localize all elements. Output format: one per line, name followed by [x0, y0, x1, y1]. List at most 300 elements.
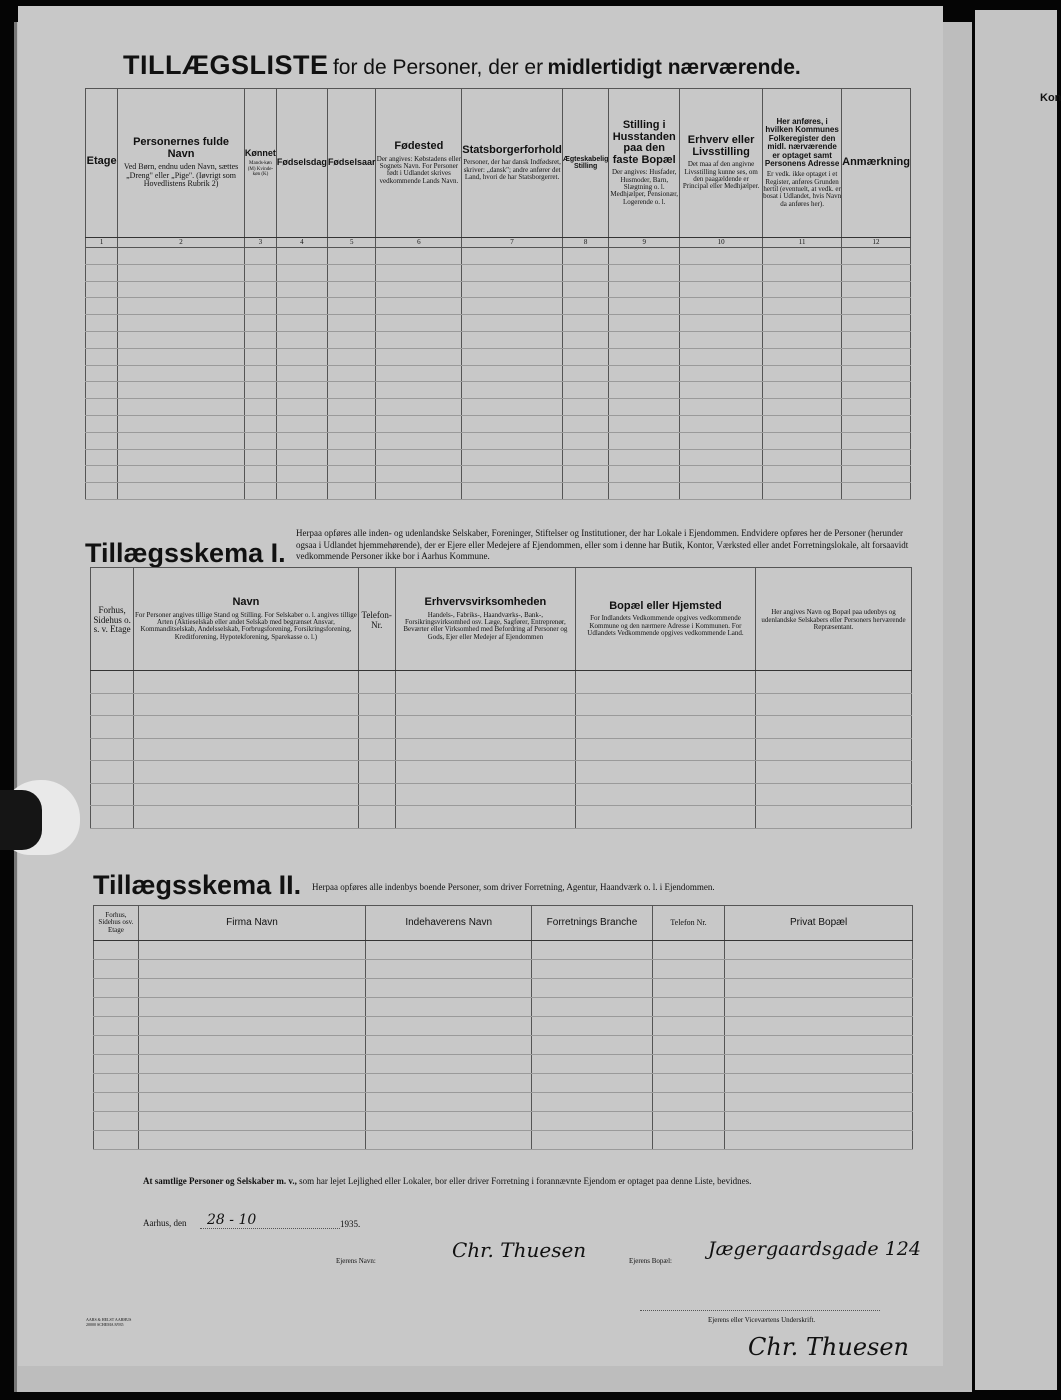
empty-cell [138, 1036, 365, 1055]
empty-cell [395, 671, 575, 694]
empty-cell [725, 979, 913, 998]
table-row [94, 1074, 913, 1093]
col-header: Forhus, Sidehus osv. Etage [94, 906, 139, 941]
table-row [94, 1055, 913, 1074]
skema2-table [93, 905, 913, 1150]
empty-cell [562, 432, 609, 449]
table-row [94, 1112, 913, 1131]
glove-shape [0, 790, 42, 850]
empty-cell [86, 432, 118, 449]
empty-cell [86, 264, 118, 281]
table-row [86, 483, 911, 500]
empty-cell [462, 432, 563, 449]
empty-cell [575, 806, 755, 829]
empty-cell [86, 281, 118, 298]
empty-cell [86, 348, 118, 365]
empty-cell [532, 1131, 652, 1150]
empty-cell [763, 399, 842, 416]
col-header: Fødselsdag [276, 89, 327, 238]
empty-cell [756, 761, 912, 784]
table-row [86, 415, 911, 432]
owner-address-label: Ejerens Bopæl: [629, 1257, 672, 1265]
empty-cell [118, 449, 245, 466]
empty-cell [327, 382, 376, 399]
empty-cell [763, 315, 842, 332]
empty-cell [376, 248, 462, 265]
empty-cell [91, 671, 134, 694]
empty-cell [358, 806, 395, 829]
empty-cell [763, 365, 842, 382]
empty-cell [562, 348, 609, 365]
empty-cell [118, 248, 245, 265]
empty-cell [358, 738, 395, 761]
empty-cell [756, 671, 912, 694]
empty-cell [118, 466, 245, 483]
empty-cell [652, 1017, 725, 1036]
empty-cell [86, 315, 118, 332]
empty-cell [91, 693, 134, 716]
empty-cell [680, 432, 763, 449]
empty-cell [609, 298, 680, 315]
empty-cell [532, 1093, 652, 1112]
empty-cell [532, 1112, 652, 1131]
table-row [86, 449, 911, 466]
empty-cell [532, 960, 652, 979]
empty-cell [118, 348, 245, 365]
empty-cell [358, 716, 395, 739]
empty-cell [327, 348, 376, 365]
empty-cell [680, 264, 763, 281]
empty-cell [138, 1055, 365, 1074]
empty-cell [725, 998, 913, 1017]
empty-cell [462, 264, 563, 281]
empty-cell [462, 382, 563, 399]
empty-cell [609, 382, 680, 399]
empty-cell [842, 315, 911, 332]
empty-cell [562, 281, 609, 298]
empty-cell [532, 1055, 652, 1074]
empty-cell [532, 979, 652, 998]
table-row [91, 738, 912, 761]
empty-cell [680, 348, 763, 365]
table-row [94, 1036, 913, 1055]
empty-cell [327, 248, 376, 265]
empty-cell [562, 466, 609, 483]
empty-cell [244, 298, 276, 315]
empty-cell [366, 1112, 532, 1131]
empty-cell [680, 415, 763, 432]
table-row [94, 960, 913, 979]
empty-cell [134, 783, 358, 806]
table-row [86, 348, 911, 365]
empty-cell [462, 348, 563, 365]
empty-cell [725, 1131, 913, 1150]
empty-cell [763, 264, 842, 281]
empty-cell [86, 449, 118, 466]
empty-cell [376, 264, 462, 281]
empty-cell [91, 761, 134, 784]
handwritten-date: 28 - 10 [207, 1212, 257, 1228]
empty-cell [244, 365, 276, 382]
empty-cell [327, 264, 376, 281]
empty-cell [327, 281, 376, 298]
empty-cell [244, 281, 276, 298]
col-header: Firma Navn [138, 906, 365, 941]
empty-cell [366, 960, 532, 979]
empty-cell [609, 466, 680, 483]
empty-cell [244, 264, 276, 281]
empty-cell [680, 483, 763, 500]
empty-cell [327, 298, 376, 315]
empty-cell [609, 264, 680, 281]
empty-cell [118, 483, 245, 500]
empty-cell [395, 783, 575, 806]
empty-cell [366, 941, 532, 960]
column-numbers: 1 2 3 4 5 6 7 8 9 10 11 12 [86, 238, 911, 248]
empty-cell [462, 331, 563, 348]
empty-cell [609, 315, 680, 332]
empty-cell [118, 331, 245, 348]
empty-cell [680, 365, 763, 382]
empty-cell [725, 941, 913, 960]
empty-cell [366, 1036, 532, 1055]
empty-cell [94, 1093, 139, 1112]
empty-cell [276, 365, 327, 382]
col-header: Telefon Nr. [652, 906, 725, 941]
empty-cell [462, 315, 563, 332]
empty-cell [118, 432, 245, 449]
empty-cell [276, 281, 327, 298]
date-line [200, 1228, 340, 1229]
empty-cell [94, 1074, 139, 1093]
empty-cell [91, 806, 134, 829]
empty-cell [756, 716, 912, 739]
col-header: Fødselsaar [327, 89, 376, 238]
empty-cell [609, 483, 680, 500]
empty-cell [462, 483, 563, 500]
skema2-description: Herpaa opføres alle indenbys boende Personer, som driver Forretning, Agentur, Haandværk o. l. i Ejendommen. [312, 882, 715, 892]
col-header: Telefon-Nr. [358, 568, 395, 671]
next-page-edge: Kon [975, 10, 1057, 1390]
col-header: Personernes fulde Navn Ved Børn, endnu uden Navn, sættes „Dreng" eller „Pige". (Iøvrigt som Hovedlistens Rubrik 2) [118, 89, 245, 238]
empty-cell [562, 331, 609, 348]
empty-cell [462, 365, 563, 382]
col-header: Erhverv eller Livsstilling Det maa af den angivne Livsstilling kunne ses, om den paagældende er Principal eller Medhjælper. [680, 89, 763, 238]
empty-cell [134, 693, 358, 716]
empty-cell [244, 348, 276, 365]
empty-cell [91, 783, 134, 806]
col-header: Forhus, Sidehus o. s. v. Etage [91, 568, 134, 671]
empty-cell [138, 1093, 365, 1112]
empty-cell [680, 315, 763, 332]
empty-cell [763, 449, 842, 466]
empty-cell [532, 998, 652, 1017]
empty-cell [358, 693, 395, 716]
empty-cell [276, 382, 327, 399]
empty-cell [763, 432, 842, 449]
empty-cell [763, 483, 842, 500]
empty-cell [680, 382, 763, 399]
empty-cell [244, 315, 276, 332]
main-title: TILLÆGSLISTE for de Personer, der er midlertidigt nærværende. [123, 50, 801, 80]
table-row [94, 1093, 913, 1112]
empty-cell [86, 365, 118, 382]
empty-cell [680, 331, 763, 348]
empty-cell [376, 331, 462, 348]
skema2-title: Tillægsskema II. [93, 870, 302, 900]
table-row [91, 761, 912, 784]
empty-cell [575, 671, 755, 694]
empty-cell [609, 365, 680, 382]
empty-cell [138, 1017, 365, 1036]
empty-cell [763, 281, 842, 298]
col-header: Her angives Navn og Bopæl paa udenbys og udenlandske Selskabers eller Personers herværende Repræsentant. [756, 568, 912, 671]
empty-cell [532, 1074, 652, 1093]
empty-cell [395, 693, 575, 716]
empty-cell [842, 415, 911, 432]
table-row [91, 806, 912, 829]
empty-cell [609, 432, 680, 449]
empty-cell [562, 264, 609, 281]
empty-cell [609, 449, 680, 466]
empty-cell [276, 483, 327, 500]
empty-cell [138, 998, 365, 1017]
empty-cell [358, 761, 395, 784]
empty-cell [94, 960, 139, 979]
table-row [91, 783, 912, 806]
place-date: Aarhus, den [143, 1218, 187, 1228]
empty-cell [376, 365, 462, 382]
empty-cell [609, 331, 680, 348]
empty-cell [725, 1093, 913, 1112]
skema1-description: Herpaa opføres alle inden- og udenlandske Selskaber, Foreninger, Stiftelser og Institutioner, der har Lokale i Ejendommen. Endvidere opføres her de Personer (herunder ogsaa i Udlandet hjemmehørende), der er Ejere eller Medejere af Ejendommen, eller som i denne har Butik, Kontor, Værksted eller andet Forretningslokale, alt forsaavidt vedkommende Personer ikke bor i Aarhus Kommune. [296, 528, 909, 562]
empty-cell [532, 1036, 652, 1055]
empty-cell [327, 432, 376, 449]
empty-cell [138, 1074, 365, 1093]
empty-cell [138, 1112, 365, 1131]
table-row [91, 716, 912, 739]
empty-cell [366, 979, 532, 998]
empty-cell [276, 315, 327, 332]
table-row [94, 1017, 913, 1036]
empty-cell [532, 1017, 652, 1036]
empty-cell [276, 432, 327, 449]
empty-cell [94, 1017, 139, 1036]
empty-cell [763, 415, 842, 432]
empty-cell [652, 941, 725, 960]
empty-cell [562, 298, 609, 315]
empty-cell [366, 1131, 532, 1150]
empty-cell [462, 399, 563, 416]
col-header: Her anføres, i hvilken Kommunes Folkeregister den midl. nærværende er optaget samt Personens Adresse Er vedk. ikke optaget i et Register, anføres Grunden hertil (eventuelt, at vedk. er bosat i Udlandet, hvis Navn da anføres her). [763, 89, 842, 238]
empty-cell [562, 415, 609, 432]
year: 1935. [340, 1219, 361, 1229]
empty-cell [842, 382, 911, 399]
empty-cell [376, 348, 462, 365]
empty-cell [756, 693, 912, 716]
empty-cell [91, 738, 134, 761]
empty-cell [725, 1112, 913, 1131]
col-header: Navn For Personer angives tillige Stand og Stilling. For Selskaber o. l. angives tillige Arten (Aktieselskab eller andet Selskab med begrænset Ansvar, Kommanditselskab, Andelsselskab, Forbrugsforening, Forsikringsforening, Kreditforening, Hypotekforening, Sparekasse o. l.) [134, 568, 358, 671]
empty-cell [763, 382, 842, 399]
empty-cell [680, 449, 763, 466]
attestation: At samtlige Personer og Selskaber m. v., som har lejet Lejlighed eller Lokaler, bor eller driver Forretning i forannævnte Ejendom er optaget paa denne Liste, bevidnes. [143, 1176, 752, 1186]
empty-cell [94, 1055, 139, 1074]
empty-cell [94, 998, 139, 1017]
empty-cell [276, 264, 327, 281]
empty-cell [376, 298, 462, 315]
empty-cell [276, 415, 327, 432]
handwritten-signature: Chr. Thuesen [748, 1333, 910, 1361]
empty-cell [244, 415, 276, 432]
empty-cell [276, 449, 327, 466]
empty-cell [327, 399, 376, 416]
empty-cell [94, 941, 139, 960]
empty-cell [244, 331, 276, 348]
empty-cell [366, 1017, 532, 1036]
empty-cell [138, 941, 365, 960]
empty-cell [86, 331, 118, 348]
empty-cell [725, 1017, 913, 1036]
empty-cell [86, 399, 118, 416]
empty-cell [562, 483, 609, 500]
empty-cell [366, 1074, 532, 1093]
table-row [94, 941, 913, 960]
empty-cell [244, 432, 276, 449]
table-row [86, 264, 911, 281]
empty-cell [376, 315, 462, 332]
skema1-title: Tillægsskema I. [85, 538, 286, 568]
empty-cell [652, 1112, 725, 1131]
empty-cell [842, 432, 911, 449]
empty-cell [562, 315, 609, 332]
signature-label: Ejerens eller Viceværtens Underskrift. [708, 1316, 816, 1324]
empty-cell [86, 382, 118, 399]
empty-cell [244, 399, 276, 416]
empty-cell [842, 399, 911, 416]
empty-cell [575, 761, 755, 784]
signature-line [640, 1310, 880, 1311]
empty-cell [134, 716, 358, 739]
empty-cell [91, 716, 134, 739]
empty-cell [86, 248, 118, 265]
empty-cell [725, 1074, 913, 1093]
empty-cell [842, 466, 911, 483]
empty-cell [462, 298, 563, 315]
col-header: Statsborgerforhold Personer, der har dansk Indfødsret, skriver: „dansk"; andre anfører det Land, hvori de har Statsborgerret. [462, 89, 563, 238]
empty-cell [118, 298, 245, 315]
empty-cell [609, 348, 680, 365]
col-header: Stilling i Husstanden paa den faste Bopæl Der angives: Husfader, Husmoder, Barn, Slægtning o. l. Medhjælper, Pensionær, Logerende o. l. [609, 89, 680, 238]
empty-cell [366, 1093, 532, 1112]
empty-cell [327, 315, 376, 332]
empty-cell [652, 1074, 725, 1093]
empty-cell [395, 761, 575, 784]
empty-cell [763, 466, 842, 483]
empty-cell [842, 298, 911, 315]
table-row [86, 281, 911, 298]
empty-cell [276, 298, 327, 315]
main-table-body [86, 248, 911, 500]
empty-cell [118, 415, 245, 432]
empty-cell [609, 399, 680, 416]
empty-cell [138, 960, 365, 979]
skema1-table [90, 567, 912, 829]
empty-cell [562, 399, 609, 416]
empty-cell [134, 671, 358, 694]
empty-cell [462, 281, 563, 298]
col-header: Forretnings Branche [532, 906, 652, 941]
empty-cell [94, 1131, 139, 1150]
empty-cell [680, 281, 763, 298]
empty-cell [94, 1036, 139, 1055]
empty-cell [725, 1055, 913, 1074]
empty-cell [376, 281, 462, 298]
empty-cell [327, 415, 376, 432]
empty-cell [652, 1036, 725, 1055]
empty-cell [138, 1131, 365, 1150]
empty-cell [86, 298, 118, 315]
empty-cell [118, 264, 245, 281]
empty-cell [327, 365, 376, 382]
empty-cell [327, 466, 376, 483]
empty-cell [609, 415, 680, 432]
table-row [91, 693, 912, 716]
empty-cell [276, 248, 327, 265]
empty-cell [575, 783, 755, 806]
empty-cell [376, 483, 462, 500]
empty-cell [327, 449, 376, 466]
empty-cell [532, 941, 652, 960]
empty-cell [842, 331, 911, 348]
col-header: Privat Bopæl [725, 906, 913, 941]
empty-cell [327, 331, 376, 348]
empty-cell [756, 783, 912, 806]
empty-cell [842, 248, 911, 265]
empty-cell [842, 449, 911, 466]
empty-cell [395, 806, 575, 829]
table-row [86, 382, 911, 399]
empty-cell [327, 483, 376, 500]
printer-note: AARS & HELST AARHUS 20000 SCHEMA 8/935 [86, 1317, 132, 1327]
empty-cell [86, 483, 118, 500]
empty-cell [276, 348, 327, 365]
empty-cell [842, 365, 911, 382]
empty-cell [575, 738, 755, 761]
empty-cell [376, 415, 462, 432]
empty-cell [462, 466, 563, 483]
table-row [94, 1131, 913, 1150]
empty-cell [462, 248, 563, 265]
empty-cell [609, 248, 680, 265]
empty-cell [842, 483, 911, 500]
table-row [86, 298, 911, 315]
table-row [94, 979, 913, 998]
empty-cell [575, 693, 755, 716]
empty-cell [652, 960, 725, 979]
col-header: Kønnet Mands-køn (M) Kvinde-køn (K) [244, 89, 276, 238]
empty-cell [376, 432, 462, 449]
empty-cell [118, 281, 245, 298]
empty-cell [680, 298, 763, 315]
empty-cell [244, 483, 276, 500]
col-header: Bopæl eller Hjemsted For Indlandets Vedkommende opgives vedkommende Kommune og den nærmere Adresse i Kommunen. For Udlandets Vedkommende opgives vedkommende Land. [575, 568, 755, 671]
empty-cell [652, 1093, 725, 1112]
empty-cell [680, 466, 763, 483]
table-row [86, 315, 911, 332]
empty-cell [763, 331, 842, 348]
empty-cell [763, 348, 842, 365]
